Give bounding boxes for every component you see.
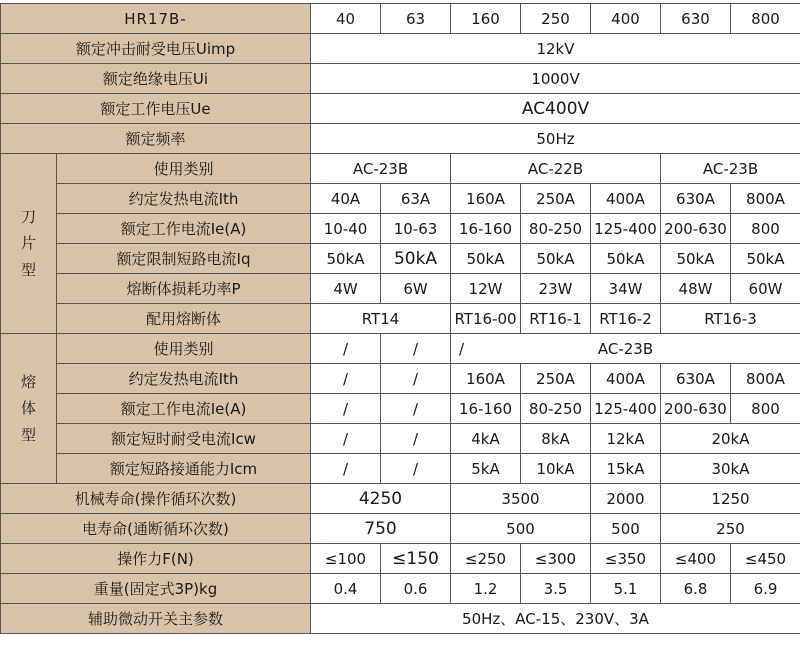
group-char: 体 bbox=[21, 399, 36, 417]
rating-cell: 63 bbox=[381, 4, 451, 34]
group-label-knife bbox=[1, 154, 57, 334]
value-cell: / bbox=[381, 364, 451, 394]
value-cell: 750 bbox=[311, 514, 451, 544]
value-cell: 50kA bbox=[661, 244, 731, 274]
value-cell: ≤250 bbox=[451, 544, 521, 574]
group-label-fuse bbox=[1, 334, 57, 484]
table-row bbox=[1, 544, 800, 574]
value-cell: 50kA bbox=[731, 244, 800, 274]
value-cell: 200-630 bbox=[661, 214, 731, 244]
value-cell: 10-63 bbox=[381, 214, 451, 244]
value-cell: 50kA bbox=[521, 244, 591, 274]
table-row bbox=[1, 484, 800, 514]
row-label: 额定冲击耐受电压Uimp bbox=[1, 34, 311, 64]
value-cell: 50kA bbox=[591, 244, 661, 274]
value-cell: 4W bbox=[311, 274, 381, 304]
value-cell: 16-160 bbox=[451, 394, 521, 424]
value-cell: AC400V bbox=[311, 94, 800, 124]
value-cell: RT16-1 bbox=[521, 304, 591, 334]
value-cell: 1000V bbox=[311, 64, 800, 94]
table-row bbox=[1, 604, 800, 634]
value-cell: 20kA bbox=[661, 424, 800, 454]
row-label: 额定短时耐受电流Icw bbox=[57, 424, 311, 454]
value-cell: 6.8 bbox=[661, 574, 731, 604]
value-cell: 8kA bbox=[521, 424, 591, 454]
row-label: 使用类别 bbox=[57, 334, 311, 364]
model-label: HR17B- bbox=[1, 4, 311, 34]
table-row bbox=[1, 64, 800, 94]
value-cell: 0.4 bbox=[311, 574, 381, 604]
value-cell: 12kA bbox=[591, 424, 661, 454]
value-cell: AC-22B bbox=[451, 154, 661, 184]
value-cell: 5.1 bbox=[591, 574, 661, 604]
value-cell: 50kA bbox=[311, 244, 381, 274]
row-label: 熔断体损耗功率P bbox=[57, 274, 311, 304]
row-label: 额定工作电压Ue bbox=[1, 94, 311, 124]
table-row bbox=[1, 184, 800, 214]
value-cell: 800 bbox=[731, 394, 800, 424]
value-cell: 630A bbox=[661, 364, 731, 394]
row-label: 机械寿命(操作循环次数) bbox=[1, 484, 311, 514]
value-cell: 63A bbox=[381, 184, 451, 214]
value-cell: 500 bbox=[451, 514, 591, 544]
value-cell: 5kA bbox=[451, 454, 521, 484]
value-cell: 200-630 bbox=[661, 394, 731, 424]
value-cell: 3500 bbox=[451, 484, 591, 514]
row-label: 额定工作电流Ie(A) bbox=[57, 214, 311, 244]
row-label: 辅助微动开关主参数 bbox=[1, 604, 311, 634]
group-char: 熔 bbox=[21, 373, 36, 391]
table-row bbox=[1, 154, 800, 184]
value-cell: 250A bbox=[521, 364, 591, 394]
value-cell: 3.5 bbox=[521, 574, 591, 604]
value-cell: / bbox=[311, 424, 381, 454]
group-char: 型 bbox=[21, 426, 36, 444]
value-cell: 16-160 bbox=[451, 214, 521, 244]
value-cell: 48W bbox=[661, 274, 731, 304]
value-cell: 4kA bbox=[451, 424, 521, 454]
value-cell: / bbox=[381, 454, 451, 484]
group-char: 片 bbox=[21, 234, 36, 252]
header-row bbox=[1, 4, 800, 34]
value-cell: 630A bbox=[661, 184, 731, 214]
value-cell: 2000 bbox=[591, 484, 661, 514]
value-cell: 500 bbox=[591, 514, 661, 544]
row-label: 操作力F(N) bbox=[1, 544, 311, 574]
value-cell: AC-23B bbox=[311, 154, 451, 184]
value-cell: 12kV bbox=[311, 34, 800, 64]
value-cell: ≤300 bbox=[521, 544, 591, 574]
value-cell: 23W bbox=[521, 274, 591, 304]
value-cell: 50Hz、AC-15、230V、3A bbox=[311, 604, 800, 634]
row-label: 约定发热电流Ith bbox=[57, 184, 311, 214]
value-cell: / bbox=[311, 394, 381, 424]
value-cell: 400A bbox=[591, 364, 661, 394]
slash-mark: / bbox=[459, 340, 464, 358]
table-row bbox=[1, 304, 800, 334]
value-cell: 800 bbox=[731, 214, 800, 244]
table-row bbox=[1, 34, 800, 64]
value-cell: 50kA bbox=[381, 244, 451, 274]
value-cell: 400A bbox=[591, 184, 661, 214]
value-cell: 50kA bbox=[451, 244, 521, 274]
value-cell: 10kA bbox=[521, 454, 591, 484]
value-cell: 12W bbox=[451, 274, 521, 304]
value-cell: AC-23B bbox=[661, 154, 800, 184]
value-cell: ≤100 bbox=[311, 544, 381, 574]
value-cell: 4250 bbox=[311, 484, 451, 514]
table-row bbox=[1, 394, 800, 424]
spec-table bbox=[0, 3, 800, 634]
value-cell: 1.2 bbox=[451, 574, 521, 604]
rating-cell: 630 bbox=[661, 4, 731, 34]
usage-category: AC-23B bbox=[598, 340, 653, 358]
row-label: 约定发热电流Ith bbox=[57, 364, 311, 394]
group-char: 型 bbox=[21, 261, 36, 279]
table-row bbox=[1, 514, 800, 544]
table-row bbox=[1, 424, 800, 454]
value-cell: ≤150 bbox=[381, 544, 451, 574]
value-cell: / bbox=[381, 334, 451, 364]
row-label: 配用熔断体 bbox=[57, 304, 311, 334]
table-row bbox=[1, 574, 800, 604]
value-cell: 30kA bbox=[661, 454, 800, 484]
row-label: 电寿命(通断循环次数) bbox=[1, 514, 311, 544]
value-cell: 34W bbox=[591, 274, 661, 304]
row-label: 额定工作电流Ie(A) bbox=[57, 394, 311, 424]
row-label: 额定短路接通能力Icm bbox=[57, 454, 311, 484]
value-cell: 6.9 bbox=[731, 574, 800, 604]
value-cell: 15kA bbox=[591, 454, 661, 484]
value-cell: RT14 bbox=[311, 304, 451, 334]
rating-cell: 400 bbox=[591, 4, 661, 34]
value-cell: 1250 bbox=[661, 484, 800, 514]
rating-cell: 250 bbox=[521, 4, 591, 34]
row-label: 重量(固定式3P)kg bbox=[1, 574, 311, 604]
value-cell: / bbox=[311, 364, 381, 394]
value-cell: 800A bbox=[731, 184, 800, 214]
row-label: 使用类别 bbox=[57, 154, 311, 184]
value-cell: / bbox=[311, 334, 381, 364]
value-cell: 160A bbox=[451, 364, 521, 394]
value-cell: 0.6 bbox=[381, 574, 451, 604]
value-cell: 10-40 bbox=[311, 214, 381, 244]
rating-cell: 800 bbox=[731, 4, 800, 34]
value-cell bbox=[451, 334, 800, 364]
value-cell: 125-400 bbox=[591, 394, 661, 424]
table-row bbox=[1, 274, 800, 304]
value-cell: 6W bbox=[381, 274, 451, 304]
value-cell: ≤450 bbox=[731, 544, 800, 574]
value-cell: RT16-00 bbox=[451, 304, 521, 334]
table-row bbox=[1, 214, 800, 244]
value-cell: / bbox=[381, 394, 451, 424]
value-cell: / bbox=[311, 454, 381, 484]
value-cell: 40A bbox=[311, 184, 381, 214]
value-cell: 80-250 bbox=[521, 394, 591, 424]
rating-cell: 160 bbox=[451, 4, 521, 34]
row-label: 额定频率 bbox=[1, 124, 311, 154]
value-cell: 80-250 bbox=[521, 214, 591, 244]
group-char: 刀 bbox=[21, 208, 36, 226]
table-row bbox=[1, 124, 800, 154]
value-cell: 60W bbox=[731, 274, 800, 304]
table-row bbox=[1, 454, 800, 484]
row-label: 额定绝缘电压Ui bbox=[1, 64, 311, 94]
value-cell: ≤400 bbox=[661, 544, 731, 574]
value-cell: 160A bbox=[451, 184, 521, 214]
value-cell: 800A bbox=[731, 364, 800, 394]
value-cell: ≤350 bbox=[591, 544, 661, 574]
value-cell: / bbox=[381, 424, 451, 454]
value-cell: RT16-2 bbox=[591, 304, 661, 334]
rating-cell: 40 bbox=[311, 4, 381, 34]
value-cell: 50Hz bbox=[311, 124, 800, 154]
value-cell: RT16-3 bbox=[661, 304, 800, 334]
row-label: 额定限制短路电流Iq bbox=[57, 244, 311, 274]
value-cell: 125-400 bbox=[591, 214, 661, 244]
table-row bbox=[1, 244, 800, 274]
table-row bbox=[1, 334, 800, 364]
value-cell: 250A bbox=[521, 184, 591, 214]
table-row bbox=[1, 364, 800, 394]
value-cell: 250 bbox=[661, 514, 800, 544]
table-row bbox=[1, 94, 800, 124]
